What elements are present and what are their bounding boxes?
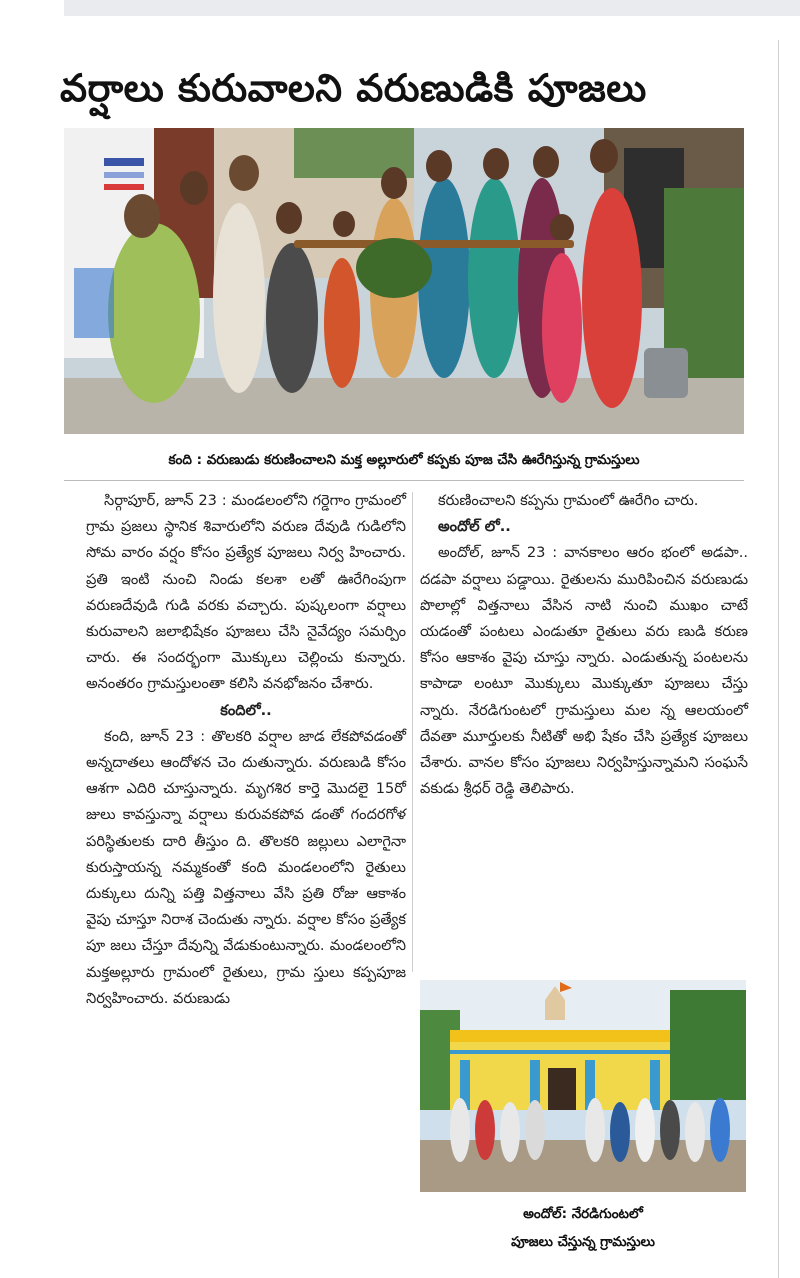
photo-caption-main: కంది : వరుణుడు కరుణించాలని మక్త అల్లూరులో కప్పకు పూజ చేసి ఊరేగిస్తున్న గ్రామస్తులు <box>64 440 744 481</box>
right-paragraph-2: అందోల్, జూన్ 23 : వానకాలం ఆరం భంలో అడపా.. దడపా వర్షాలు పడ్డాయి. రైతులను మురిపించిన వరుణుడు పొలాల్లో విత్తనాలు వేసిన నాటి నుంచి ముఖం చాటే యడంతో పంటలు ఎండుతూ రైతులు వరు ణుడి కరుణ కోసం ఆకాశం వైపు చూస్తు న్నారు. ఎండుతున్న పంటలను కాపాడా లంటూ మొక్కులు మొక్కుతూ పూజలు చేస్తు న్నారు. నేరడిగుంటలో గ్రామస్తులు మల న్న ఆలయంలో దేవతా మూర్తులకు నీటితో అభి షేకం చేసి ప్రత్యేక పూజలు చేశారు. వానల కోసం పూజలు నిర్వహిస్తున్నామని సంఘసే వకుడు శ్రీధర్ రెడ్డి తెలిపారు. <box>420 544 748 798</box>
left-column <box>86 488 406 1012</box>
left-subheading-kandi: కందిలో.. <box>220 701 272 719</box>
left-paragraph-1: సిర్గాపూర్, జూన్ 23 : మండలంలోని గర్డెగాం గ్రామంలో గ్రామ ప్రజలు స్థానిక శివారులోని వరుణ దేవుడి గుడిలోని సోమ వారం వర్షం కోసం ప్రత్యేక పూజలు నిర్వ హించారు. ప్రతి ఇంటి నుంచి నిండు కలశా లతో ఊరేగింపుగా వరుణదేవుడి గుడి వరకు వచ్చారు. పుష్కలంగా వర్షాలు కురువాలని జలాభిషేకం పూజలు చేసి నైవేద్యం సమర్పిం చారు. ఈ సందర్భంగా మొక్కులు చెల్లించు కున్నారు. అనంతరం గ్రామస్తులంతా కలిసి వనభోజనం చేశారు. <box>86 492 406 693</box>
page-edge-rule <box>778 40 779 1278</box>
top-bar <box>64 0 800 16</box>
right-paragraph-1: కరుణించాలని కప్పను గ్రామంలో ఊరేగిం చారు. <box>438 492 699 509</box>
photo-caption-temple <box>420 1200 746 1260</box>
temple-puja-photo <box>420 980 746 1192</box>
photo-caption-temple-line2: పూజలు చేస్తున్న గ్రామస్తులు <box>511 1234 655 1250</box>
villagers-frog-puja-photo <box>64 128 744 434</box>
left-paragraph-2: కంది, జూన్ 23 : తొలకరి వర్షాల జాడ లేకపోవడంతో అన్నదాతలు ఆందోళన చెం దుతున్నారు. వరుణుడి కోసం ఆశగా ఎదిరి చూస్తున్నారు. మృగశిర కార్తె మొదలై 15రో జులు కావస్తున్నా వర్షాలు కురువకపోవ డంతో గందరగోళ పరిస్థితులకు దారి తీస్తుం ది. తొలకరి జల్లులు ఎలాగైనా కురుస్తాయన్న నమ్మకంతో కంది మండలంలోని రైతులు దుక్కులు దున్ని పత్తి విత్తనాలు వేసి ప్రతి రోజు ఆకాశం వైపు చూస్తూ నిరాశ చెందుతు న్నారు. వర్షాల కోసం ప్రత్యేక పూ జలు చేస్తూ దేవున్ని వేడుకుంటున్నారు. మండలంలోని మక్తఅల్లూరు గ్రామంలో రైతులు, గ్రామ స్తులు కప్పపూజ నిర్వహించారు. వరుణుడు <box>86 727 406 1007</box>
right-subheading-andol: అందోల్ లో.. <box>438 518 511 536</box>
headline: వర్షాలు కురువాలని వరుణుడికి పూజలు <box>60 66 647 110</box>
column-divider <box>412 492 413 972</box>
right-column <box>420 488 748 802</box>
photo-caption-temple-line1: అందోల్: నేరడిగుంటలో <box>523 1206 643 1222</box>
